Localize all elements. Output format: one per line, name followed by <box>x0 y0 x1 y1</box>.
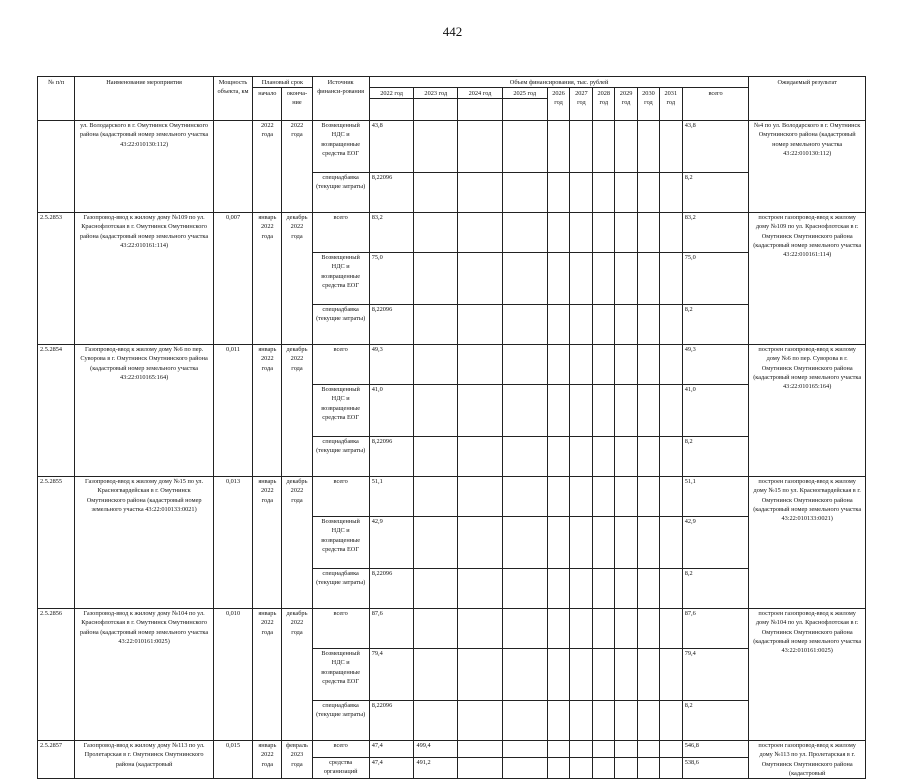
cell-2023 <box>414 173 458 213</box>
cell-empty <box>502 701 547 741</box>
cell-empty <box>615 701 638 741</box>
table-row <box>38 213 866 253</box>
cell-empty <box>458 305 503 345</box>
cell-source: Возмещенный НДС и возвращенные средства ЕОГ <box>312 517 369 569</box>
cell-empty <box>638 757 660 778</box>
cell-total: 546,8 <box>682 741 749 757</box>
cell-source: Возмещенный НДС и возвращенные средства ЕОГ <box>312 253 369 305</box>
cell-name: Газопровод-ввод к жилому дому №104 по ул. Краснофлотская в г. Омутнинск Омутнинского района (кадастровый номер земельного участка 43:22:010161:0025) <box>75 609 213 741</box>
cell-empty <box>547 477 570 517</box>
cell-empty <box>593 757 615 778</box>
header-volume: Объем финансирования, тыс. рублей <box>369 77 749 88</box>
cell-total: 538,6 <box>682 757 749 778</box>
table-row <box>38 477 866 517</box>
cell-empty <box>659 569 682 609</box>
cell-empty <box>570 121 593 173</box>
cell-empty <box>593 305 615 345</box>
cell-2022: 8,22096 <box>369 173 414 213</box>
header-year: 2031 год <box>659 88 682 121</box>
cell-capacity: 0,007 <box>213 213 253 345</box>
cell-source: всего <box>312 609 369 649</box>
cell-empty <box>547 173 570 213</box>
cell-source: средства организаций <box>312 757 369 778</box>
cell-empty <box>659 345 682 385</box>
cell-empty <box>547 253 570 305</box>
cell-2023 <box>414 437 458 477</box>
cell-empty <box>458 701 503 741</box>
cell-capacity: 0,013 <box>213 477 253 609</box>
cell-empty <box>458 757 503 778</box>
cell-empty <box>615 253 638 305</box>
header-year: 2027 год <box>570 88 593 121</box>
cell-source: всего <box>312 345 369 385</box>
table-row <box>38 741 866 757</box>
cell-empty <box>458 385 503 437</box>
cell-empty <box>593 173 615 213</box>
cell-empty <box>615 345 638 385</box>
cell-num: 2.5.2857 <box>38 741 75 779</box>
cell-empty <box>593 609 615 649</box>
cell-empty <box>638 477 660 517</box>
cell-empty <box>458 609 503 649</box>
cell-empty <box>547 517 570 569</box>
cell-empty <box>547 437 570 477</box>
cell-empty <box>638 741 660 757</box>
cell-total: 8,2 <box>682 305 749 345</box>
cell-empty <box>659 121 682 173</box>
cell-2022: 47,4 <box>369 741 414 757</box>
cell-total: 51,1 <box>682 477 749 517</box>
header-num: № п/п <box>38 77 75 121</box>
cell-empty <box>638 701 660 741</box>
cell-source: спецнадбавка (текущие затраты) <box>312 305 369 345</box>
cell-end: декабрь 2022 года <box>282 213 312 345</box>
cell-empty <box>570 385 593 437</box>
header-year: 2025 год <box>502 88 547 99</box>
cell-empty <box>593 517 615 569</box>
cell-source: всего <box>312 213 369 253</box>
cell-source: Возмещенный НДС и возвращенные средства ЕОГ <box>312 649 369 701</box>
cell-empty <box>659 437 682 477</box>
cell-empty <box>458 173 503 213</box>
cell-empty <box>615 305 638 345</box>
cell-source: Возмещенный НДС и возвращенные средства ЕОГ <box>312 121 369 173</box>
cell-2022: 51,1 <box>369 477 414 517</box>
cell-start: январь 2022 года <box>253 477 282 609</box>
cell-empty <box>638 345 660 385</box>
cell-empty <box>659 701 682 741</box>
header-term: Плановый срок <box>253 77 312 88</box>
cell-empty <box>638 569 660 609</box>
cell-empty <box>593 385 615 437</box>
cell-empty <box>502 437 547 477</box>
cell-empty <box>638 173 660 213</box>
cell-empty <box>615 517 638 569</box>
cell-2023 <box>414 305 458 345</box>
cell-empty <box>638 385 660 437</box>
cell-source: всего <box>312 741 369 757</box>
cell-empty <box>659 213 682 253</box>
cell-result: построен газопровод-ввод к жилому дому №6 по пер. Суворова в г. Омутнинск Омутнинского района (кадастровый номер земельного участка 43:22:010165:164) <box>749 345 866 477</box>
cell-empty <box>547 649 570 701</box>
cell-empty <box>570 437 593 477</box>
cell-empty <box>638 305 660 345</box>
cell-empty <box>659 385 682 437</box>
cell-empty <box>659 649 682 701</box>
header-term-start: начало <box>253 88 282 121</box>
cell-empty <box>570 757 593 778</box>
header-result: Ожидаемый результат <box>749 77 866 121</box>
cell-empty <box>502 609 547 649</box>
cell-empty <box>502 477 547 517</box>
cell-2023 <box>414 345 458 385</box>
cell-empty <box>615 741 638 757</box>
cell-name: ул. Володарского в г. Омутнинск Омутнинского района (кадастровый номер земельного участка 43:22:010130:112) <box>75 121 213 213</box>
cell-2022: 8,22096 <box>369 569 414 609</box>
cell-empty <box>659 609 682 649</box>
financing-table <box>37 76 866 779</box>
cell-empty <box>547 385 570 437</box>
cell-empty <box>570 253 593 305</box>
cell-result: построен газопровод-ввод к жилому дому №113 по ул. Пролетарская в г. Омутнинск Омутнинского района (кадастровый <box>749 741 866 779</box>
cell-empty <box>458 121 503 173</box>
cell-empty <box>458 213 503 253</box>
cell-empty <box>458 345 503 385</box>
cell-empty <box>570 213 593 253</box>
cell-2023 <box>414 253 458 305</box>
cell-2022: 41,0 <box>369 385 414 437</box>
cell-empty <box>570 305 593 345</box>
header-year: 2030 год <box>638 88 660 121</box>
cell-total: 83,2 <box>682 213 749 253</box>
header-source: Источник финанси-рования <box>312 77 369 121</box>
cell-empty <box>659 741 682 757</box>
cell-start: январь 2022 года <box>253 741 282 779</box>
header-year: 2026 год <box>547 88 570 121</box>
cell-result: построен газопровод-ввод к жилому дому №104 по ул. Краснофлотская в г. Омутнинск Омутнинского района (кадастровый номер земельного участка 43:22:010161:0025) <box>749 609 866 741</box>
cell-empty <box>659 173 682 213</box>
cell-empty <box>659 305 682 345</box>
cell-num: 2.5.2853 <box>38 213 75 345</box>
cell-empty <box>458 517 503 569</box>
cell-empty <box>659 477 682 517</box>
cell-source: спецнадбавка (текущие затраты) <box>312 437 369 477</box>
cell-2023 <box>414 569 458 609</box>
cell-2023: 491,2 <box>414 757 458 778</box>
cell-total: 8,2 <box>682 569 749 609</box>
cell-name: Газопровод-ввод к жилому дому №113 по ул. Пролетарская в г. Омутнинск Омутнинского района (кадастровый <box>75 741 213 779</box>
cell-empty <box>458 741 503 757</box>
cell-empty <box>502 121 547 173</box>
cell-empty <box>615 437 638 477</box>
table-body <box>38 121 866 779</box>
cell-start: 2022 года <box>253 121 282 213</box>
cell-capacity <box>213 121 253 213</box>
cell-start: январь 2022 года <box>253 213 282 345</box>
cell-empty <box>502 569 547 609</box>
header-year: 2024 год <box>458 88 503 99</box>
header-year: 2023 год <box>414 88 458 99</box>
cell-total: 75,0 <box>682 253 749 305</box>
cell-empty <box>458 253 503 305</box>
cell-empty <box>615 757 638 778</box>
cell-2023 <box>414 517 458 569</box>
cell-2022: 8,22096 <box>369 305 414 345</box>
cell-empty <box>502 741 547 757</box>
cell-empty <box>570 609 593 649</box>
cell-empty <box>547 213 570 253</box>
cell-empty <box>638 609 660 649</box>
cell-total: 8,2 <box>682 701 749 741</box>
cell-source: Возмещенный НДС и возвращенные средства ЕОГ <box>312 385 369 437</box>
cell-2023 <box>414 477 458 517</box>
cell-empty <box>659 757 682 778</box>
cell-name: Газопровод-ввод к жилому дому №6 по пер. Суворова в г. Омутнинск Омутнинского района (кадастровый номер земельного участка 43:22:010165:164) <box>75 345 213 477</box>
cell-total: 79,4 <box>682 649 749 701</box>
cell-empty <box>615 649 638 701</box>
cell-empty <box>547 345 570 385</box>
cell-empty <box>502 173 547 213</box>
header-name: Наименование мероприятия <box>75 77 213 121</box>
cell-source: спецнадбавка (текущие затраты) <box>312 701 369 741</box>
cell-source: спецнадбавка (текущие затраты) <box>312 569 369 609</box>
cell-empty <box>502 253 547 305</box>
cell-empty <box>458 477 503 517</box>
cell-empty <box>615 477 638 517</box>
cell-2022: 75,0 <box>369 253 414 305</box>
cell-empty <box>547 757 570 778</box>
cell-2023 <box>414 701 458 741</box>
cell-2022: 43,8 <box>369 121 414 173</box>
header-year: 2022 год <box>369 88 414 99</box>
table-row <box>38 345 866 385</box>
cell-total: 8,2 <box>682 173 749 213</box>
cell-empty <box>593 477 615 517</box>
cell-2023 <box>414 649 458 701</box>
table-row <box>38 609 866 649</box>
cell-2022: 42,9 <box>369 517 414 569</box>
cell-empty <box>593 701 615 741</box>
cell-empty <box>547 121 570 173</box>
cell-empty <box>547 569 570 609</box>
cell-empty <box>458 569 503 609</box>
cell-2022: 49,3 <box>369 345 414 385</box>
cell-total: 49,3 <box>682 345 749 385</box>
cell-empty <box>593 437 615 477</box>
cell-empty <box>638 437 660 477</box>
cell-empty <box>547 305 570 345</box>
cell-empty <box>615 609 638 649</box>
cell-empty <box>659 253 682 305</box>
cell-empty <box>615 385 638 437</box>
cell-empty <box>547 741 570 757</box>
cell-end: декабрь 2022 года <box>282 345 312 477</box>
cell-empty <box>570 173 593 213</box>
cell-empty <box>502 305 547 345</box>
cell-empty <box>570 517 593 569</box>
cell-num: 2.5.2855 <box>38 477 75 609</box>
cell-empty <box>593 741 615 757</box>
cell-empty <box>593 649 615 701</box>
cell-capacity: 0,011 <box>213 345 253 477</box>
cell-2022: 8,22096 <box>369 701 414 741</box>
cell-empty <box>570 741 593 757</box>
cell-end: февраль 2023 года <box>282 741 312 779</box>
cell-empty <box>458 649 503 701</box>
cell-start: январь 2022 года <box>253 609 282 741</box>
cell-capacity: 0,010 <box>213 609 253 741</box>
cell-empty <box>593 253 615 305</box>
header-year: 2029 год <box>615 88 638 121</box>
cell-empty <box>615 213 638 253</box>
cell-empty <box>547 701 570 741</box>
table-header <box>38 77 866 121</box>
cell-empty <box>638 517 660 569</box>
cell-empty <box>593 345 615 385</box>
cell-end: декабрь 2022 года <box>282 477 312 609</box>
cell-num <box>38 121 75 213</box>
cell-total: 42,9 <box>682 517 749 569</box>
cell-result: построен газопровод-ввод к жилому дому №109 по ул. Краснофлотская в г. Омутнинск Омутнинского района (кадастровый номер земельного участка 43:22:010161:114) <box>749 213 866 345</box>
cell-start: январь 2022 года <box>253 345 282 477</box>
cell-result: построен газопровод-ввод к жилому дому №15 по ул. Красногвардейская в г. Омутнинск Омутнинского района (кадастровый номер земельного участка 43:22:010133:0021) <box>749 477 866 609</box>
cell-empty <box>502 517 547 569</box>
cell-name: Газопровод-ввод к жилому дому №15 по ул. Красногвардейская в г. Омутнинск Омутнинского района (кадастровый номер земельного участка 43:22:010133:0021) <box>75 477 213 609</box>
cell-2022: 47,4 <box>369 757 414 778</box>
cell-empty <box>502 213 547 253</box>
cell-empty <box>659 517 682 569</box>
cell-empty <box>615 173 638 213</box>
table-row <box>38 121 866 173</box>
cell-empty <box>638 253 660 305</box>
cell-empty <box>570 477 593 517</box>
cell-total: 43,8 <box>682 121 749 173</box>
cell-capacity: 0,015 <box>213 741 253 779</box>
cell-empty <box>570 701 593 741</box>
cell-empty <box>570 569 593 609</box>
cell-2022: 87,6 <box>369 609 414 649</box>
cell-empty <box>615 121 638 173</box>
cell-empty <box>593 569 615 609</box>
header-term-end: оконча-ние <box>282 88 312 121</box>
cell-empty <box>570 649 593 701</box>
cell-total: 41,0 <box>682 385 749 437</box>
cell-empty <box>502 345 547 385</box>
cell-empty <box>593 121 615 173</box>
cell-end: декабрь 2022 года <box>282 609 312 741</box>
cell-2022: 8,22096 <box>369 437 414 477</box>
cell-empty <box>547 609 570 649</box>
header-capacity: Мощность объекта, км <box>213 77 253 121</box>
cell-total: 87,6 <box>682 609 749 649</box>
cell-2023: 499,4 <box>414 741 458 757</box>
page-number: 442 <box>442 24 463 39</box>
cell-empty <box>458 437 503 477</box>
header-total: всего <box>682 88 749 121</box>
header-year: 2028 год <box>593 88 615 121</box>
cell-2023 <box>414 385 458 437</box>
cell-source: всего <box>312 477 369 517</box>
cell-empty <box>502 649 547 701</box>
cell-end: 2022 года <box>282 121 312 213</box>
cell-name: Газопровод-ввод к жилому дому №109 по ул. Краснофлотская в г. Омутнинск Омутнинского района (кадастровый номер земельного участка 43:22:010161:114) <box>75 213 213 345</box>
cell-empty <box>570 345 593 385</box>
cell-empty <box>638 121 660 173</box>
cell-2023 <box>414 121 458 173</box>
cell-empty <box>502 757 547 778</box>
cell-2022: 79,4 <box>369 649 414 701</box>
cell-num: 2.5.2856 <box>38 609 75 741</box>
cell-empty <box>615 569 638 609</box>
cell-result: №4 по ул. Володарского в г. Омутнинск Омутнинского района (кадастровый номер земельного участка 43:22:010130:112) <box>749 121 866 213</box>
cell-2022: 83,2 <box>369 213 414 253</box>
cell-source: спецнадбавка (текущие затраты) <box>312 173 369 213</box>
cell-empty <box>638 213 660 253</box>
cell-2023 <box>414 609 458 649</box>
cell-total: 8,2 <box>682 437 749 477</box>
cell-empty <box>593 213 615 253</box>
cell-empty <box>502 385 547 437</box>
cell-num: 2.5.2854 <box>38 345 75 477</box>
cell-2023 <box>414 213 458 253</box>
cell-empty <box>638 649 660 701</box>
